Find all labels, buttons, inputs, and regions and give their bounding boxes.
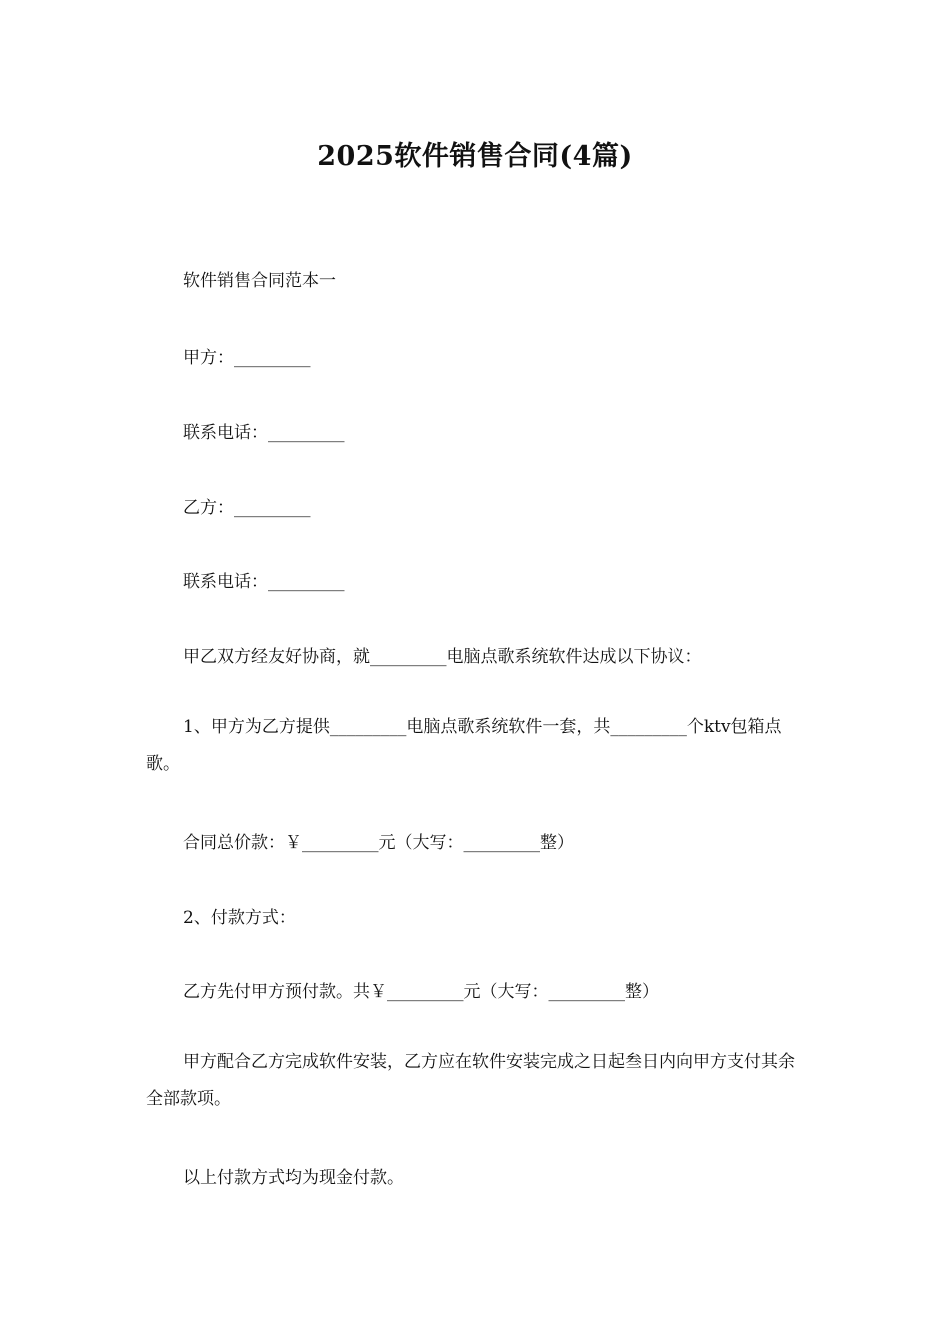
payment-method-note: 以上付款方式均为现金付款。 <box>183 1168 404 1188</box>
party-a-field: 甲方：_________ <box>183 348 311 368</box>
agreement-intro: 甲乙双方经友好协商，就_________电脑点歌系统软件达成以下协议： <box>183 647 702 667</box>
total-price-line: 合同总价款：￥_________元（大写：_________整） <box>183 833 574 853</box>
party-a-phone-field: 联系电话：_________ <box>183 423 345 443</box>
remaining-payment-paragraph: 甲方配合乙方完成软件安装，乙方应在软件安装完成之日起叁日内向甲方支付其余全部款项。 <box>146 1052 795 1109</box>
prepayment-line: 乙方先付甲方预付款。共￥_________元（大写：_________整） <box>183 982 659 1002</box>
clause-2-heading: 2、付款方式： <box>183 908 296 928</box>
party-b-phone-field: 联系电话：_________ <box>183 572 345 592</box>
party-b-field: 乙方：_________ <box>183 498 311 518</box>
section-heading: 软件销售合同范本一 <box>183 271 336 291</box>
document-title: 2025软件销售合同(4篇) <box>317 141 633 172</box>
clause-1: 1、甲方为乙方提供_________电脑点歌系统软件一套，共_________个ktv包箱点歌。 <box>146 717 782 774</box>
